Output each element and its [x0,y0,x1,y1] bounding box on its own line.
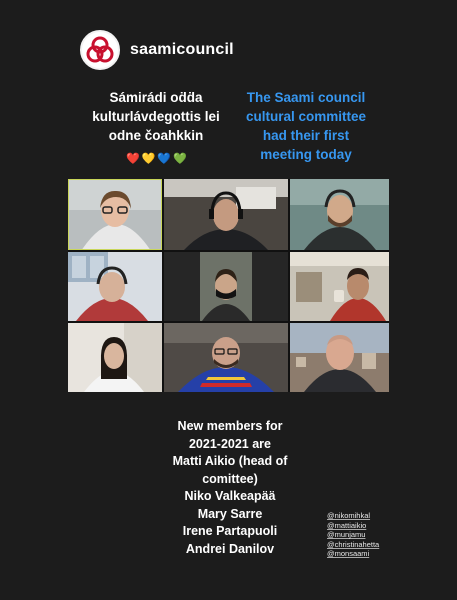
blue-heart-icon: 💙 [157,153,172,165]
user-tag[interactable]: @nikomihkal [327,511,371,520]
members-line: Andrei Danilov [185,541,275,556]
user-tag[interactable]: @monsaami [327,549,370,559]
participant-man-headphones-dark [164,179,288,250]
account-name[interactable]: saamicouncil [130,41,234,58]
members-line: Matti Aikio (head of [172,454,288,468]
video-call-grid [68,179,389,392]
members-line: Irene Partapuoli [182,524,278,538]
title-sami [86,88,226,145]
user-tag[interactable]: @christinahetta [327,539,380,549]
user-tags [327,511,387,559]
story-header [80,29,234,71]
participant-woman-glasses [68,179,162,250]
participant-bearded-man-headset [290,179,389,250]
red-heart-icon: ❤️ [126,153,140,165]
yellow-heart-icon: 💛 [141,153,156,165]
title-sami-line: kulturlávdegottis lei [92,109,220,124]
user-tag[interactable]: @mattiaikio [327,520,367,530]
title-english [236,88,376,164]
members-line: comittee) [202,471,258,486]
participant-man-gakti [164,323,288,392]
members-line: Niko Valkeapää [184,489,276,503]
participant-woman-mug [290,252,389,321]
title-english-line: meeting today [260,147,352,162]
participant-man-mask [164,252,288,321]
participant-man-city-background [290,323,389,392]
members-line: New members for [177,419,283,433]
saami-council-logo[interactable] [80,30,120,70]
members-line: 2021-2021 are [188,436,272,451]
new-members-text [120,418,340,558]
title-english-line: The Saami council [246,90,366,105]
saami-council-logo-icon [84,34,116,66]
title-sami-line: odne čoahkkin [108,128,204,143]
members-line: Mary Sarre [197,506,263,521]
title-english-line: cultural committee [245,109,367,124]
participant-woman-headset-window [68,252,162,321]
hearts-row [126,152,206,165]
title-sami-line: Sámirádi oḋḋa [109,90,203,105]
title-english-line: had their first [262,128,350,143]
user-tag[interactable]: @munjamu [327,530,366,540]
participant-woman-dark-hair [68,323,162,392]
green-heart-icon: 💚 [173,153,187,165]
